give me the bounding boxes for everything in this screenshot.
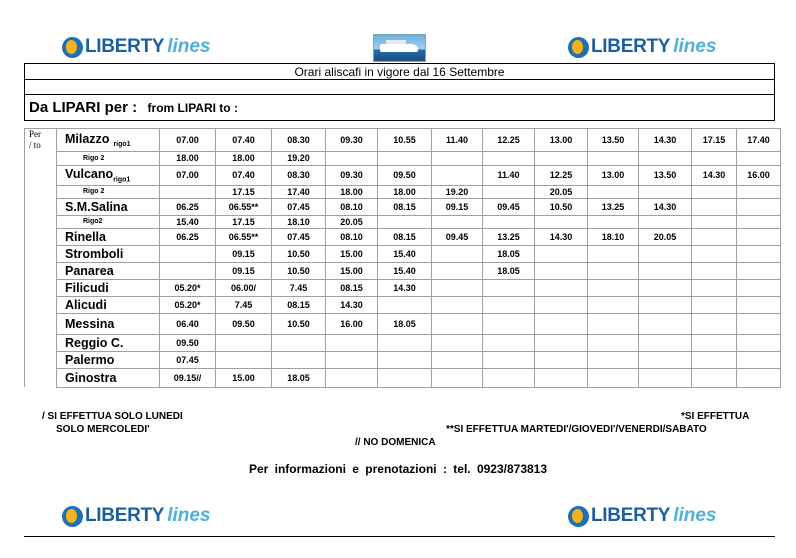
per-to-label xyxy=(25,129,57,152)
departure-time: 09.30 xyxy=(326,165,378,185)
departure-time: 7.45 xyxy=(272,279,326,296)
departure-time xyxy=(483,151,535,165)
departure-time: 18.00 xyxy=(326,185,378,198)
destination-label: Milazzo xyxy=(65,131,110,146)
destination-name xyxy=(57,245,160,262)
departure-time xyxy=(737,198,781,215)
departure-time: 18.00 xyxy=(216,151,272,165)
departure-time xyxy=(535,296,588,313)
departure-time xyxy=(737,215,781,228)
departure-time: 09.15// xyxy=(160,368,216,387)
departure-time: 18.10 xyxy=(272,215,326,228)
departure-time xyxy=(160,245,216,262)
departure-time: 19.20 xyxy=(272,151,326,165)
departure-time: 13.25 xyxy=(483,228,535,245)
departure-time xyxy=(588,279,639,296)
table-row xyxy=(25,185,781,198)
departure-time xyxy=(432,334,483,351)
logo-mark-icon xyxy=(568,37,589,58)
row-spacer xyxy=(25,185,57,198)
note-double-star: **SI EFFETTUA MARTEDI'/GIOVEDI'/VENERDI/SABATO xyxy=(446,424,707,435)
departure-time xyxy=(535,351,588,368)
table-row xyxy=(25,215,781,228)
departure-time xyxy=(588,351,639,368)
departure-time: 08.15 xyxy=(378,228,432,245)
departure-time xyxy=(378,151,432,165)
departure-time: 18.05 xyxy=(272,368,326,387)
departure-time: 09.15 xyxy=(216,262,272,279)
departure-time: 18.00 xyxy=(160,151,216,165)
destination-label: Panarea xyxy=(65,263,114,278)
departure-time: 15.00 xyxy=(326,245,378,262)
destination-label: Messina xyxy=(65,316,115,331)
departure-time: 13.50 xyxy=(588,129,639,152)
departure-time xyxy=(692,185,737,198)
logo-suffix: lines xyxy=(673,36,717,57)
departure-time: 06.25 xyxy=(160,228,216,245)
logo-suffix: lines xyxy=(673,505,717,526)
row-spacer xyxy=(25,279,57,296)
departure-time xyxy=(692,279,737,296)
departure-time: 05.20* xyxy=(160,296,216,313)
row-spacer xyxy=(25,228,57,245)
departure-time xyxy=(483,313,535,334)
destination-label: Rinella xyxy=(65,229,106,244)
table-row xyxy=(25,245,781,262)
departure-time xyxy=(737,228,781,245)
departure-time xyxy=(692,198,737,215)
per-label: Per xyxy=(29,129,41,139)
departure-time xyxy=(432,368,483,387)
table-row xyxy=(25,368,781,387)
departure-time: 10.50 xyxy=(272,262,326,279)
departure-time: 14.30 xyxy=(535,228,588,245)
departure-time: 13.00 xyxy=(588,165,639,185)
note-monday: / SI EFFETTUA SOLO LUNEDI xyxy=(42,411,183,422)
departure-time: 09.45 xyxy=(483,198,535,215)
departure-time: 15.00 xyxy=(216,368,272,387)
departure-time xyxy=(639,313,692,334)
departure-time: 11.40 xyxy=(483,165,535,185)
route-label-en: from LIPARI to : xyxy=(147,101,238,115)
row-spacer xyxy=(25,368,57,387)
departure-time xyxy=(588,368,639,387)
departure-time xyxy=(535,368,588,387)
departure-time: 20.05 xyxy=(639,228,692,245)
logo-mark-icon xyxy=(62,37,83,58)
departure-time: 10.50 xyxy=(272,313,326,334)
departure-time xyxy=(535,334,588,351)
departure-time: 14.30 xyxy=(639,198,692,215)
ferry-image xyxy=(373,34,426,62)
schedule-table xyxy=(24,128,781,388)
logo-mark-icon xyxy=(62,506,83,527)
table-row xyxy=(25,334,781,351)
departure-time xyxy=(326,334,378,351)
departure-time xyxy=(160,185,216,198)
departure-time: 07.40 xyxy=(216,165,272,185)
departure-time xyxy=(737,185,781,198)
departure-time: 10.55 xyxy=(378,129,432,152)
departure-time xyxy=(692,351,737,368)
departure-time xyxy=(692,334,737,351)
departure-time: 06.55** xyxy=(216,228,272,245)
destination-label: Vulcano xyxy=(65,166,114,181)
departure-time: 17.15 xyxy=(692,129,737,152)
departure-time xyxy=(692,368,737,387)
departure-time xyxy=(216,351,272,368)
departure-time xyxy=(639,262,692,279)
departure-time xyxy=(588,313,639,334)
rigo-sub-label: rigo1 xyxy=(113,141,131,148)
departure-time xyxy=(432,313,483,334)
destination-label: Stromboli xyxy=(65,246,124,261)
destination-name xyxy=(57,334,160,351)
departure-time: 07.00 xyxy=(160,129,216,152)
table-row xyxy=(25,228,781,245)
departure-time xyxy=(432,165,483,185)
blank-row xyxy=(24,80,775,95)
table-row xyxy=(25,129,781,152)
departure-time xyxy=(326,368,378,387)
departure-time xyxy=(483,368,535,387)
departure-time xyxy=(378,351,432,368)
destination-name xyxy=(57,262,160,279)
departure-time xyxy=(326,351,378,368)
departure-time: 18.10 xyxy=(588,228,639,245)
liberty-lines-logo xyxy=(568,505,717,527)
departure-time: 06.00/ xyxy=(216,279,272,296)
destination-name xyxy=(57,296,160,313)
destination-name xyxy=(57,313,160,334)
departure-time: 07.00 xyxy=(160,165,216,185)
row-spacer xyxy=(25,151,57,165)
departure-time xyxy=(588,185,639,198)
table-row xyxy=(25,151,781,165)
departure-time: 11.40 xyxy=(432,129,483,152)
destination-name xyxy=(57,129,160,152)
departure-time xyxy=(639,151,692,165)
liberty-lines-logo xyxy=(568,36,717,58)
departure-time xyxy=(737,313,781,334)
destination-name xyxy=(57,351,160,368)
table-row xyxy=(25,262,781,279)
departure-time: 08.15 xyxy=(272,296,326,313)
departure-time xyxy=(692,296,737,313)
row-spacer xyxy=(25,313,57,334)
departure-time: 09.45 xyxy=(432,228,483,245)
rigo-label: Rigo 2 xyxy=(57,151,160,165)
departure-time: 20.05 xyxy=(535,185,588,198)
departure-time xyxy=(692,228,737,245)
row-spacer xyxy=(25,296,57,313)
departure-time xyxy=(639,296,692,313)
destination-label: Reggio C. xyxy=(65,335,124,350)
row-spacer xyxy=(25,334,57,351)
departure-time: 17.15 xyxy=(216,215,272,228)
note-star: *SI EFFETTUA xyxy=(681,411,750,422)
departure-time: 13.25 xyxy=(588,198,639,215)
departure-time: 18.05 xyxy=(378,313,432,334)
departure-time xyxy=(432,151,483,165)
departure-time xyxy=(432,351,483,368)
departure-time: 06.25 xyxy=(160,198,216,215)
destination-label: Ginostra xyxy=(65,370,117,385)
departure-time: 12.25 xyxy=(535,165,588,185)
page-title: Orari aliscafi in vigore dal 16 Settembre xyxy=(24,63,775,80)
departure-time xyxy=(737,262,781,279)
divider xyxy=(24,536,775,537)
departure-time xyxy=(692,215,737,228)
logo-text: LIBERTY xyxy=(85,36,165,57)
row-spacer xyxy=(25,245,57,262)
departure-time xyxy=(588,334,639,351)
departure-time: 7.45 xyxy=(216,296,272,313)
route-header xyxy=(24,95,775,121)
destination-label: Filicudi xyxy=(65,280,109,295)
info-contact: Per informazioni e prenotazioni : tel. 0923/873813 xyxy=(248,462,548,476)
departure-time xyxy=(272,334,326,351)
departure-time: 09.15 xyxy=(432,198,483,215)
departure-time xyxy=(692,262,737,279)
departure-time xyxy=(483,279,535,296)
departure-time: 09.50 xyxy=(378,165,432,185)
departure-time xyxy=(639,185,692,198)
departure-time xyxy=(378,296,432,313)
departure-time xyxy=(432,215,483,228)
departure-time xyxy=(737,245,781,262)
destination-label: Palermo xyxy=(65,352,115,367)
departure-time: 08.10 xyxy=(326,228,378,245)
departure-time xyxy=(639,368,692,387)
departure-time: 18.05 xyxy=(483,262,535,279)
rigo-label: Rigo2 xyxy=(57,215,160,228)
rigo-label: Rigo 2 xyxy=(57,185,160,198)
departure-time xyxy=(432,262,483,279)
departure-time xyxy=(588,151,639,165)
departure-time xyxy=(483,334,535,351)
logo-mark-icon xyxy=(568,506,589,527)
departure-time xyxy=(692,313,737,334)
departure-time xyxy=(737,368,781,387)
departure-time xyxy=(216,334,272,351)
departure-time: 10.50 xyxy=(535,198,588,215)
departure-time xyxy=(692,151,737,165)
departure-time xyxy=(535,245,588,262)
departure-time: 15.00 xyxy=(326,262,378,279)
departure-time xyxy=(639,334,692,351)
table-row xyxy=(25,198,781,215)
departure-time: 20.05 xyxy=(326,215,378,228)
departure-time: 16.00 xyxy=(737,165,781,185)
departure-time xyxy=(692,245,737,262)
departure-time: 06.55** xyxy=(216,198,272,215)
departure-time xyxy=(483,185,535,198)
departure-time xyxy=(483,351,535,368)
logo-text: LIBERTY xyxy=(591,36,671,57)
departure-time: 18.05 xyxy=(483,245,535,262)
departure-time xyxy=(378,334,432,351)
departure-time xyxy=(378,368,432,387)
liberty-lines-logo xyxy=(62,505,211,527)
note-no-sunday: // NO DOMENICA xyxy=(355,437,436,448)
departure-time: 13.00 xyxy=(535,129,588,152)
row-spacer xyxy=(25,165,57,185)
departure-time: 09.50 xyxy=(160,334,216,351)
departure-time xyxy=(639,351,692,368)
departure-time: 13.50 xyxy=(639,165,692,185)
row-spacer xyxy=(25,198,57,215)
departure-time xyxy=(639,279,692,296)
departure-time xyxy=(535,151,588,165)
departure-time xyxy=(535,313,588,334)
row-spacer xyxy=(25,215,57,228)
departure-time xyxy=(588,296,639,313)
liberty-lines-logo xyxy=(62,36,211,58)
rigo-sub-label: rigo1 xyxy=(113,176,131,184)
departure-time xyxy=(432,245,483,262)
destination-name xyxy=(57,368,160,387)
departure-time xyxy=(737,351,781,368)
destination-name xyxy=(57,279,160,296)
departure-time: 19.20 xyxy=(432,185,483,198)
destination-name xyxy=(57,228,160,245)
departure-time: 07.45 xyxy=(160,351,216,368)
to-label: / to xyxy=(29,140,41,150)
departure-time: 07.45 xyxy=(272,228,326,245)
departure-time: 14.30 xyxy=(639,129,692,152)
departure-time xyxy=(432,296,483,313)
departure-time: 09.30 xyxy=(326,129,378,152)
departure-time xyxy=(432,279,483,296)
departure-time: 14.30 xyxy=(378,279,432,296)
logo-suffix: lines xyxy=(167,36,211,57)
departure-time: 08.30 xyxy=(272,129,326,152)
departure-time: 10.50 xyxy=(272,245,326,262)
departure-time: 08.15 xyxy=(378,198,432,215)
departure-time: 17.40 xyxy=(272,185,326,198)
departure-time: 14.30 xyxy=(692,165,737,185)
departure-time: 15.40 xyxy=(160,215,216,228)
departure-time xyxy=(483,215,535,228)
departure-time: 14.30 xyxy=(326,296,378,313)
departure-time: 07.45 xyxy=(272,198,326,215)
departure-time xyxy=(588,262,639,279)
departure-time xyxy=(535,262,588,279)
departure-time: 06.40 xyxy=(160,313,216,334)
departure-time xyxy=(378,215,432,228)
departure-time: 18.00 xyxy=(378,185,432,198)
departure-time xyxy=(326,151,378,165)
destination-name xyxy=(57,165,160,185)
departure-time xyxy=(272,351,326,368)
table-row xyxy=(25,165,781,185)
departure-time xyxy=(588,215,639,228)
departure-time: 08.30 xyxy=(272,165,326,185)
departure-time xyxy=(737,296,781,313)
departure-time: 08.10 xyxy=(326,198,378,215)
departure-time xyxy=(639,215,692,228)
departure-time: 12.25 xyxy=(483,129,535,152)
table-row xyxy=(25,351,781,368)
destination-name xyxy=(57,198,160,215)
departure-time: 09.50 xyxy=(216,313,272,334)
departure-time: 15.40 xyxy=(378,245,432,262)
logo-text: LIBERTY xyxy=(591,505,671,526)
departure-time: 16.00 xyxy=(326,313,378,334)
note-wednesday: SOLO MERCOLEDI' xyxy=(56,424,150,435)
logo-text: LIBERTY xyxy=(85,505,165,526)
departure-time xyxy=(535,215,588,228)
departure-time: 17.15 xyxy=(216,185,272,198)
table-row xyxy=(25,313,781,334)
departure-time: 15.40 xyxy=(378,262,432,279)
departure-time xyxy=(483,296,535,313)
destination-label: S.M.Salina xyxy=(65,199,128,214)
departure-time: 09.15 xyxy=(216,245,272,262)
departure-time xyxy=(737,334,781,351)
row-spacer xyxy=(25,351,57,368)
departure-time: 05.20* xyxy=(160,279,216,296)
destination-label: Alicudi xyxy=(65,297,107,312)
departure-time xyxy=(160,262,216,279)
departure-time: 17.40 xyxy=(737,129,781,152)
departure-time xyxy=(535,279,588,296)
departure-time xyxy=(639,245,692,262)
table-row xyxy=(25,279,781,296)
departure-time: 07.40 xyxy=(216,129,272,152)
row-spacer xyxy=(25,262,57,279)
table-row xyxy=(25,296,781,313)
route-label: Da LIPARI per : xyxy=(29,99,138,116)
departure-time: 08.15 xyxy=(326,279,378,296)
logo-suffix: lines xyxy=(167,505,211,526)
departure-time xyxy=(737,279,781,296)
departure-time xyxy=(737,151,781,165)
departure-time xyxy=(588,245,639,262)
